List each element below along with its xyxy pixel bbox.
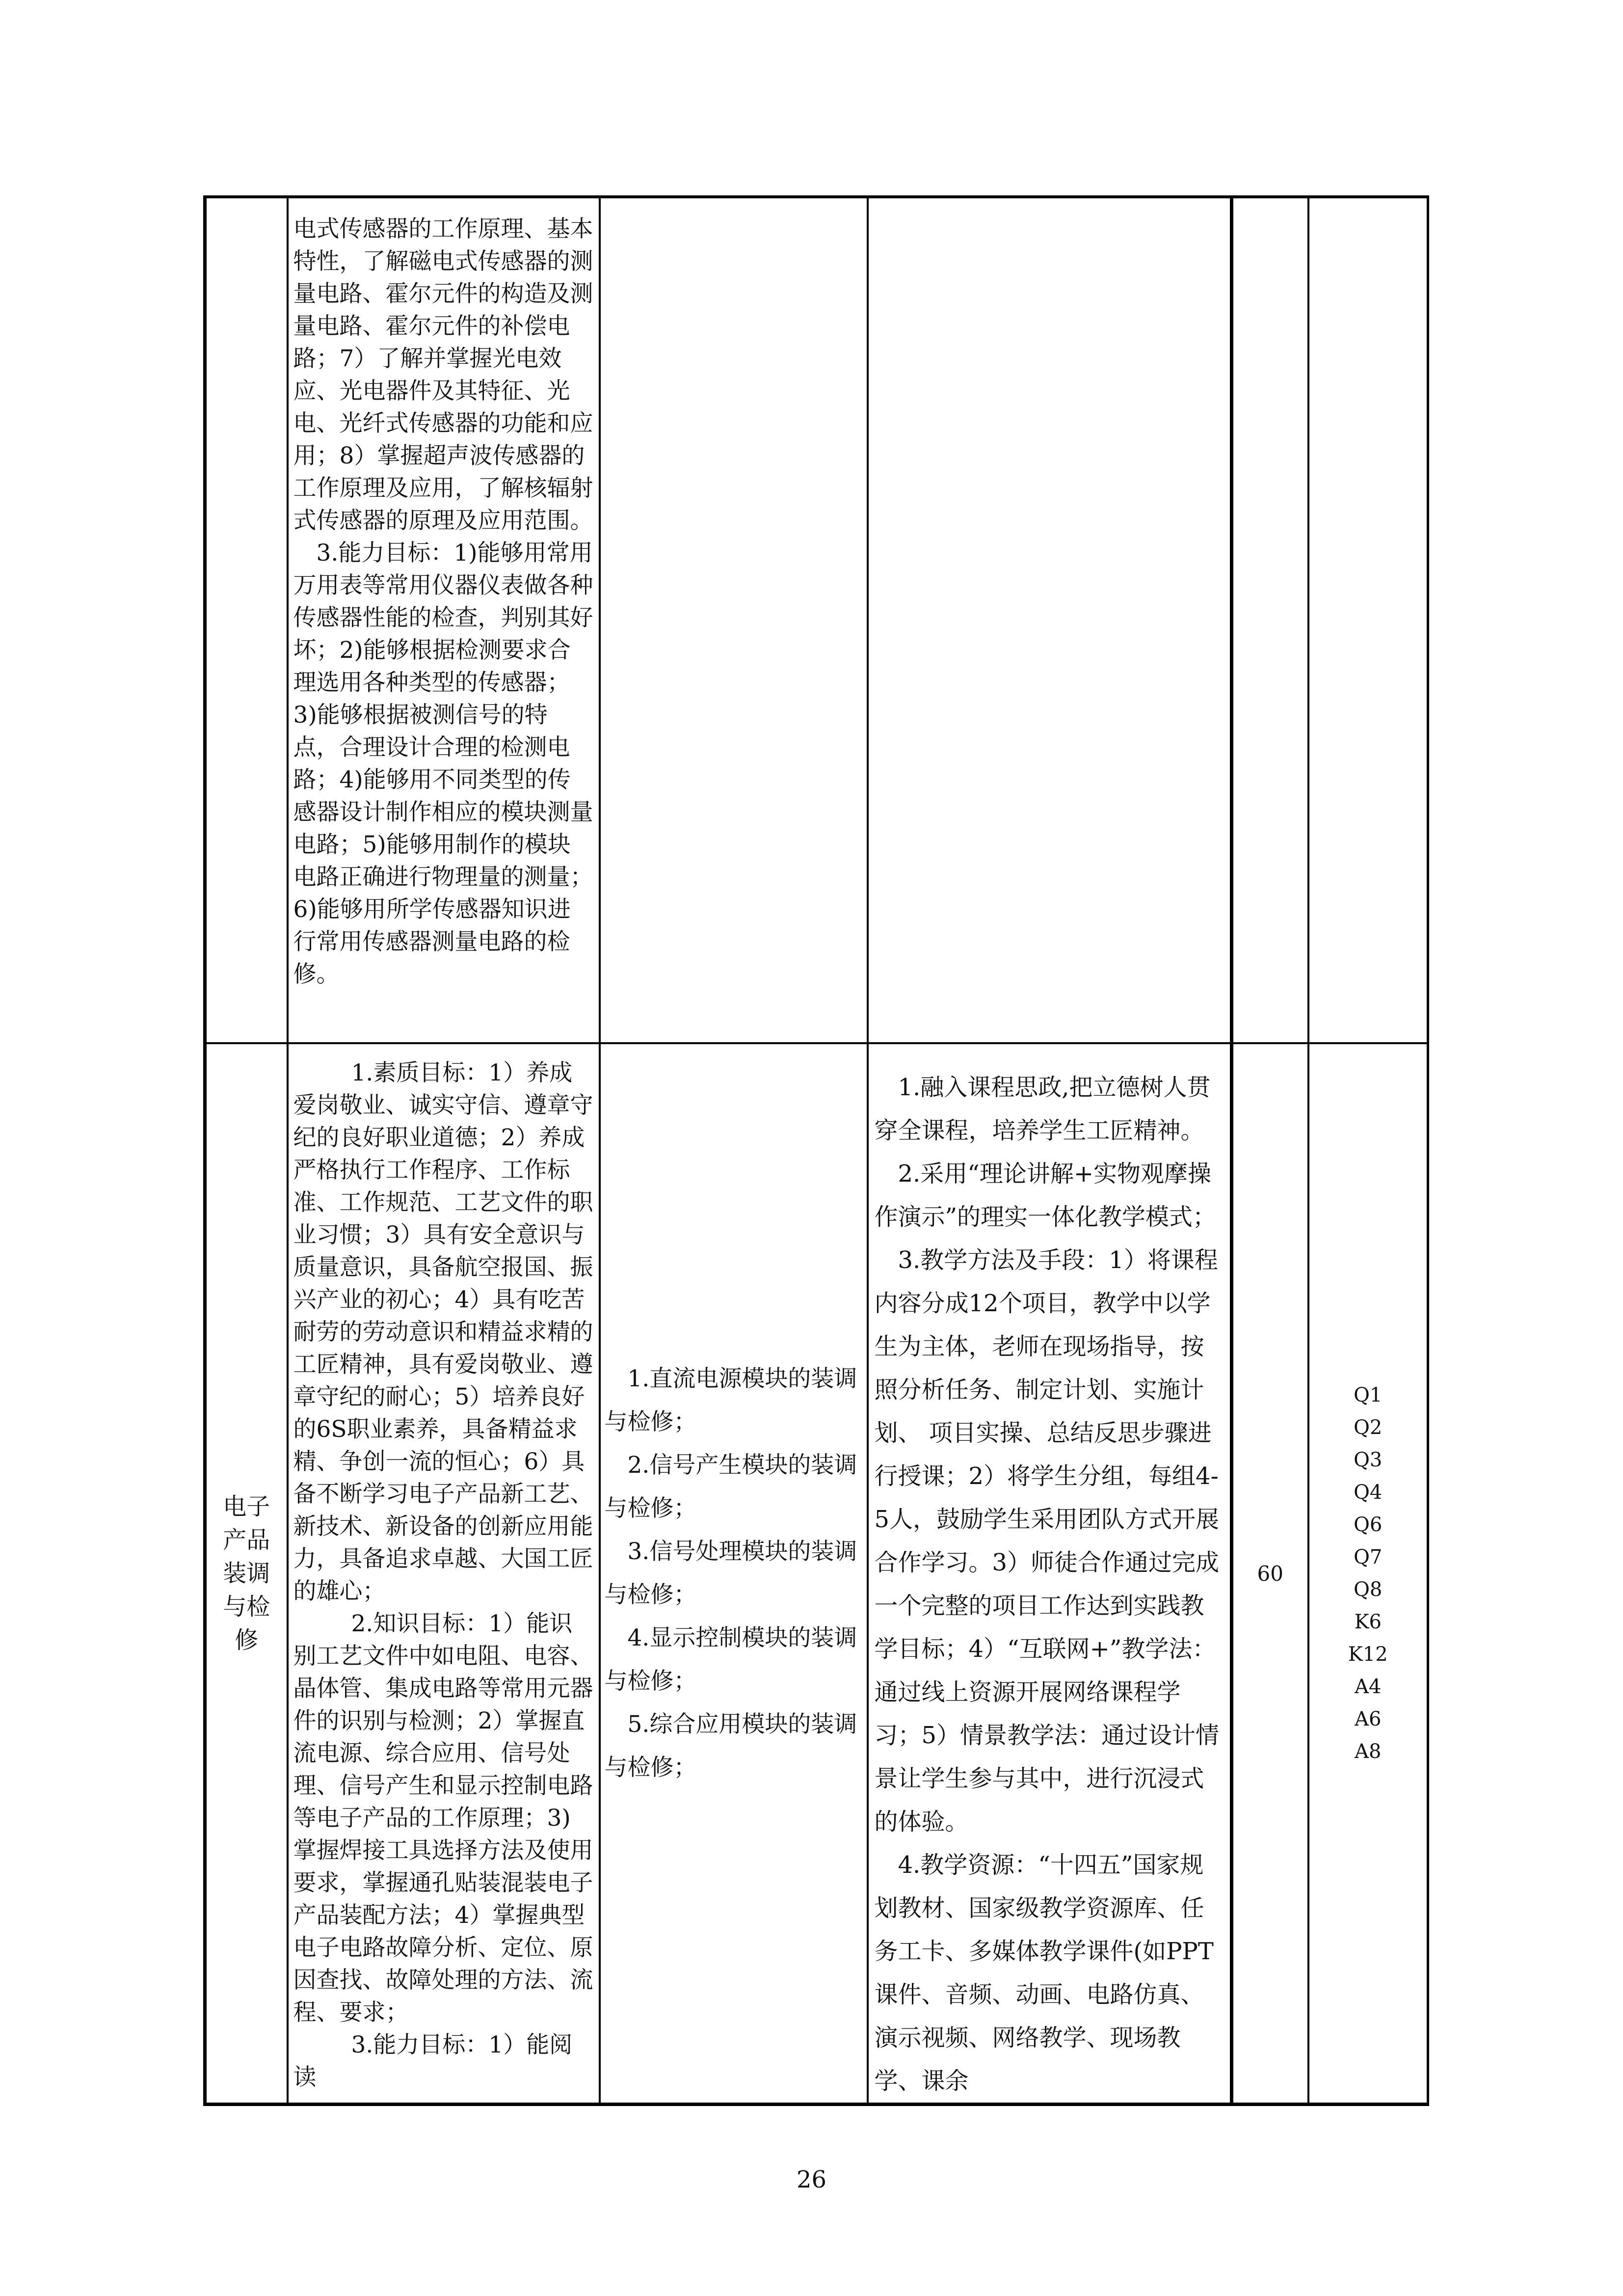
requirements-cell [868,197,1232,1043]
content-item: 1.直流电源模块的装调与检修； [604,1365,857,1435]
codes-cell [1308,197,1428,1043]
course-name: 电子产品装调与检修 [223,1493,270,1654]
hours-cell [1232,197,1308,1043]
hours-value: 60 [1257,1561,1283,1586]
objectives-cell [288,1043,600,2105]
requirement-item: 1.融入课程思政,把立德树人贯穿全课程，培养学生工匠精神。 [874,1074,1211,1144]
course-name-cell [205,197,288,1043]
course-table [203,195,1429,2106]
course-name-cell [205,1043,288,2105]
objectives-cell [288,197,600,1043]
objective-paragraph: 3.能力目标：1）能阅读 [293,2031,573,2091]
objective-paragraph: 1.素质目标：1）养成爱岗敬业、诚实守信、遵章守纪的良好职业道德；2）养成严格执行工作程序、工作标准、工作规范、工艺文件的职业习惯；3）具有安全意识与质量意识，具备航空报国、振兴产业的初心；4）具有吃苦耐劳的劳动意识和精益求精的工匠精神，具有爱岗敬业、遵章守纪的耐心；5）培养良好的6S职业素养，具备精益求精、争创一流的恒心；6）具备不断学习电子产品新工艺、新技术、新设备的创新应用能力，具备追求卓越、大国工匠的雄心； [293,1059,593,1605]
contents-cell [600,197,868,1043]
requirement-item: 3.教学方法及手段：1）将课程内容分成12个项目，教学中以学生为主体，老师在现场指导，按照分析任务、制定计划、实施计划、 项目实操、总结反思步骤进行授课；2）将学生分组，每组4-5人，鼓励学生采用团队方式开展合作学习。3）师徒合作通过完成一个完整的项目工作达到实践教学目标；4）“互联网+”教学法：通过线上资源开展网络课程学习；5）情景教学法：通过设计情景让学生参与其中，进行沉浸式的体验。 [874,1246,1220,1836]
objective-paragraph: 3.能力目标：1)能够用常用万用表等常用仪器仪表做各种传感器性能的检查，判别其好坏；2)能够根据检测要求合理选用各种类型的传感器；3)能够根据被测信号的特点，合理设计合理的检测电路；4)能够用不同类型的传感器设计制作相应的模块测量电路；5)能够用制作的模块电路正确进行物理量的测量；6)能够用所学传感器知识进行常用传感器测量电路的检修。 [293,540,593,988]
table-row [205,197,1428,1043]
hours-cell [1232,1043,1308,2105]
contents-cell [600,1043,868,2105]
requirements-cell [868,1043,1232,2105]
requirement-item: 2.采用“理论讲解+实物观摩操作演示”的理实一体化教学模式； [874,1160,1217,1231]
page-number: 26 [796,2166,827,2193]
objective-paragraph: 2.知识目标：1）能识别工艺文件中如电阻、电容、晶体管、集成电路等常用元器件的识别与检测；2）掌握直流电源、综合应用、信号处理、信号产生和显示控制电路等电子产品的工作原理；3)掌握焊接工具选择方法及使用要求，掌握通孔贴装混装电子产品装配方法；4）掌握典型电子电路故障分析、定位、原因查找、故障处理的方法、流程、要求； [293,1610,593,2026]
competency-codes: Q1 Q2 Q3 Q4 Q6 Q7 Q8 K6 K12 A4 A6 A8 [1348,1384,1388,1763]
content-item: 3.信号处理模块的装调与检修； [604,1538,857,1608]
content-item: 5.综合应用模块的装调与检修； [604,1711,857,1781]
content-item: 4.显示控制模块的装调与检修； [604,1624,857,1695]
objective-paragraph: 电式传感器的工作原理、基本特性，了解磁电式传感器的测量电路、霍尔元件的构造及测量电路、霍尔元件的补偿电路；7）了解并掌握光电效应、光电器件及其特征、光电、光纤式传感器的功能和应用；8）掌握超声波传感器的工作原理及应用，了解核辐射式传感器的原理及应用范围。 [293,216,593,534]
codes-cell [1308,1043,1428,2105]
table-row [205,1043,1428,2105]
requirement-item: 4.教学资源：“十四五”国家规划教材、国家级教学资源库、任务工卡、多媒体教学课件(如PPT课件、音频、动画、电路仿真、演示视频、网络教学、现场教学、课余 [874,1851,1214,2095]
content-item: 2.信号产生模块的装调与检修； [604,1452,857,1522]
